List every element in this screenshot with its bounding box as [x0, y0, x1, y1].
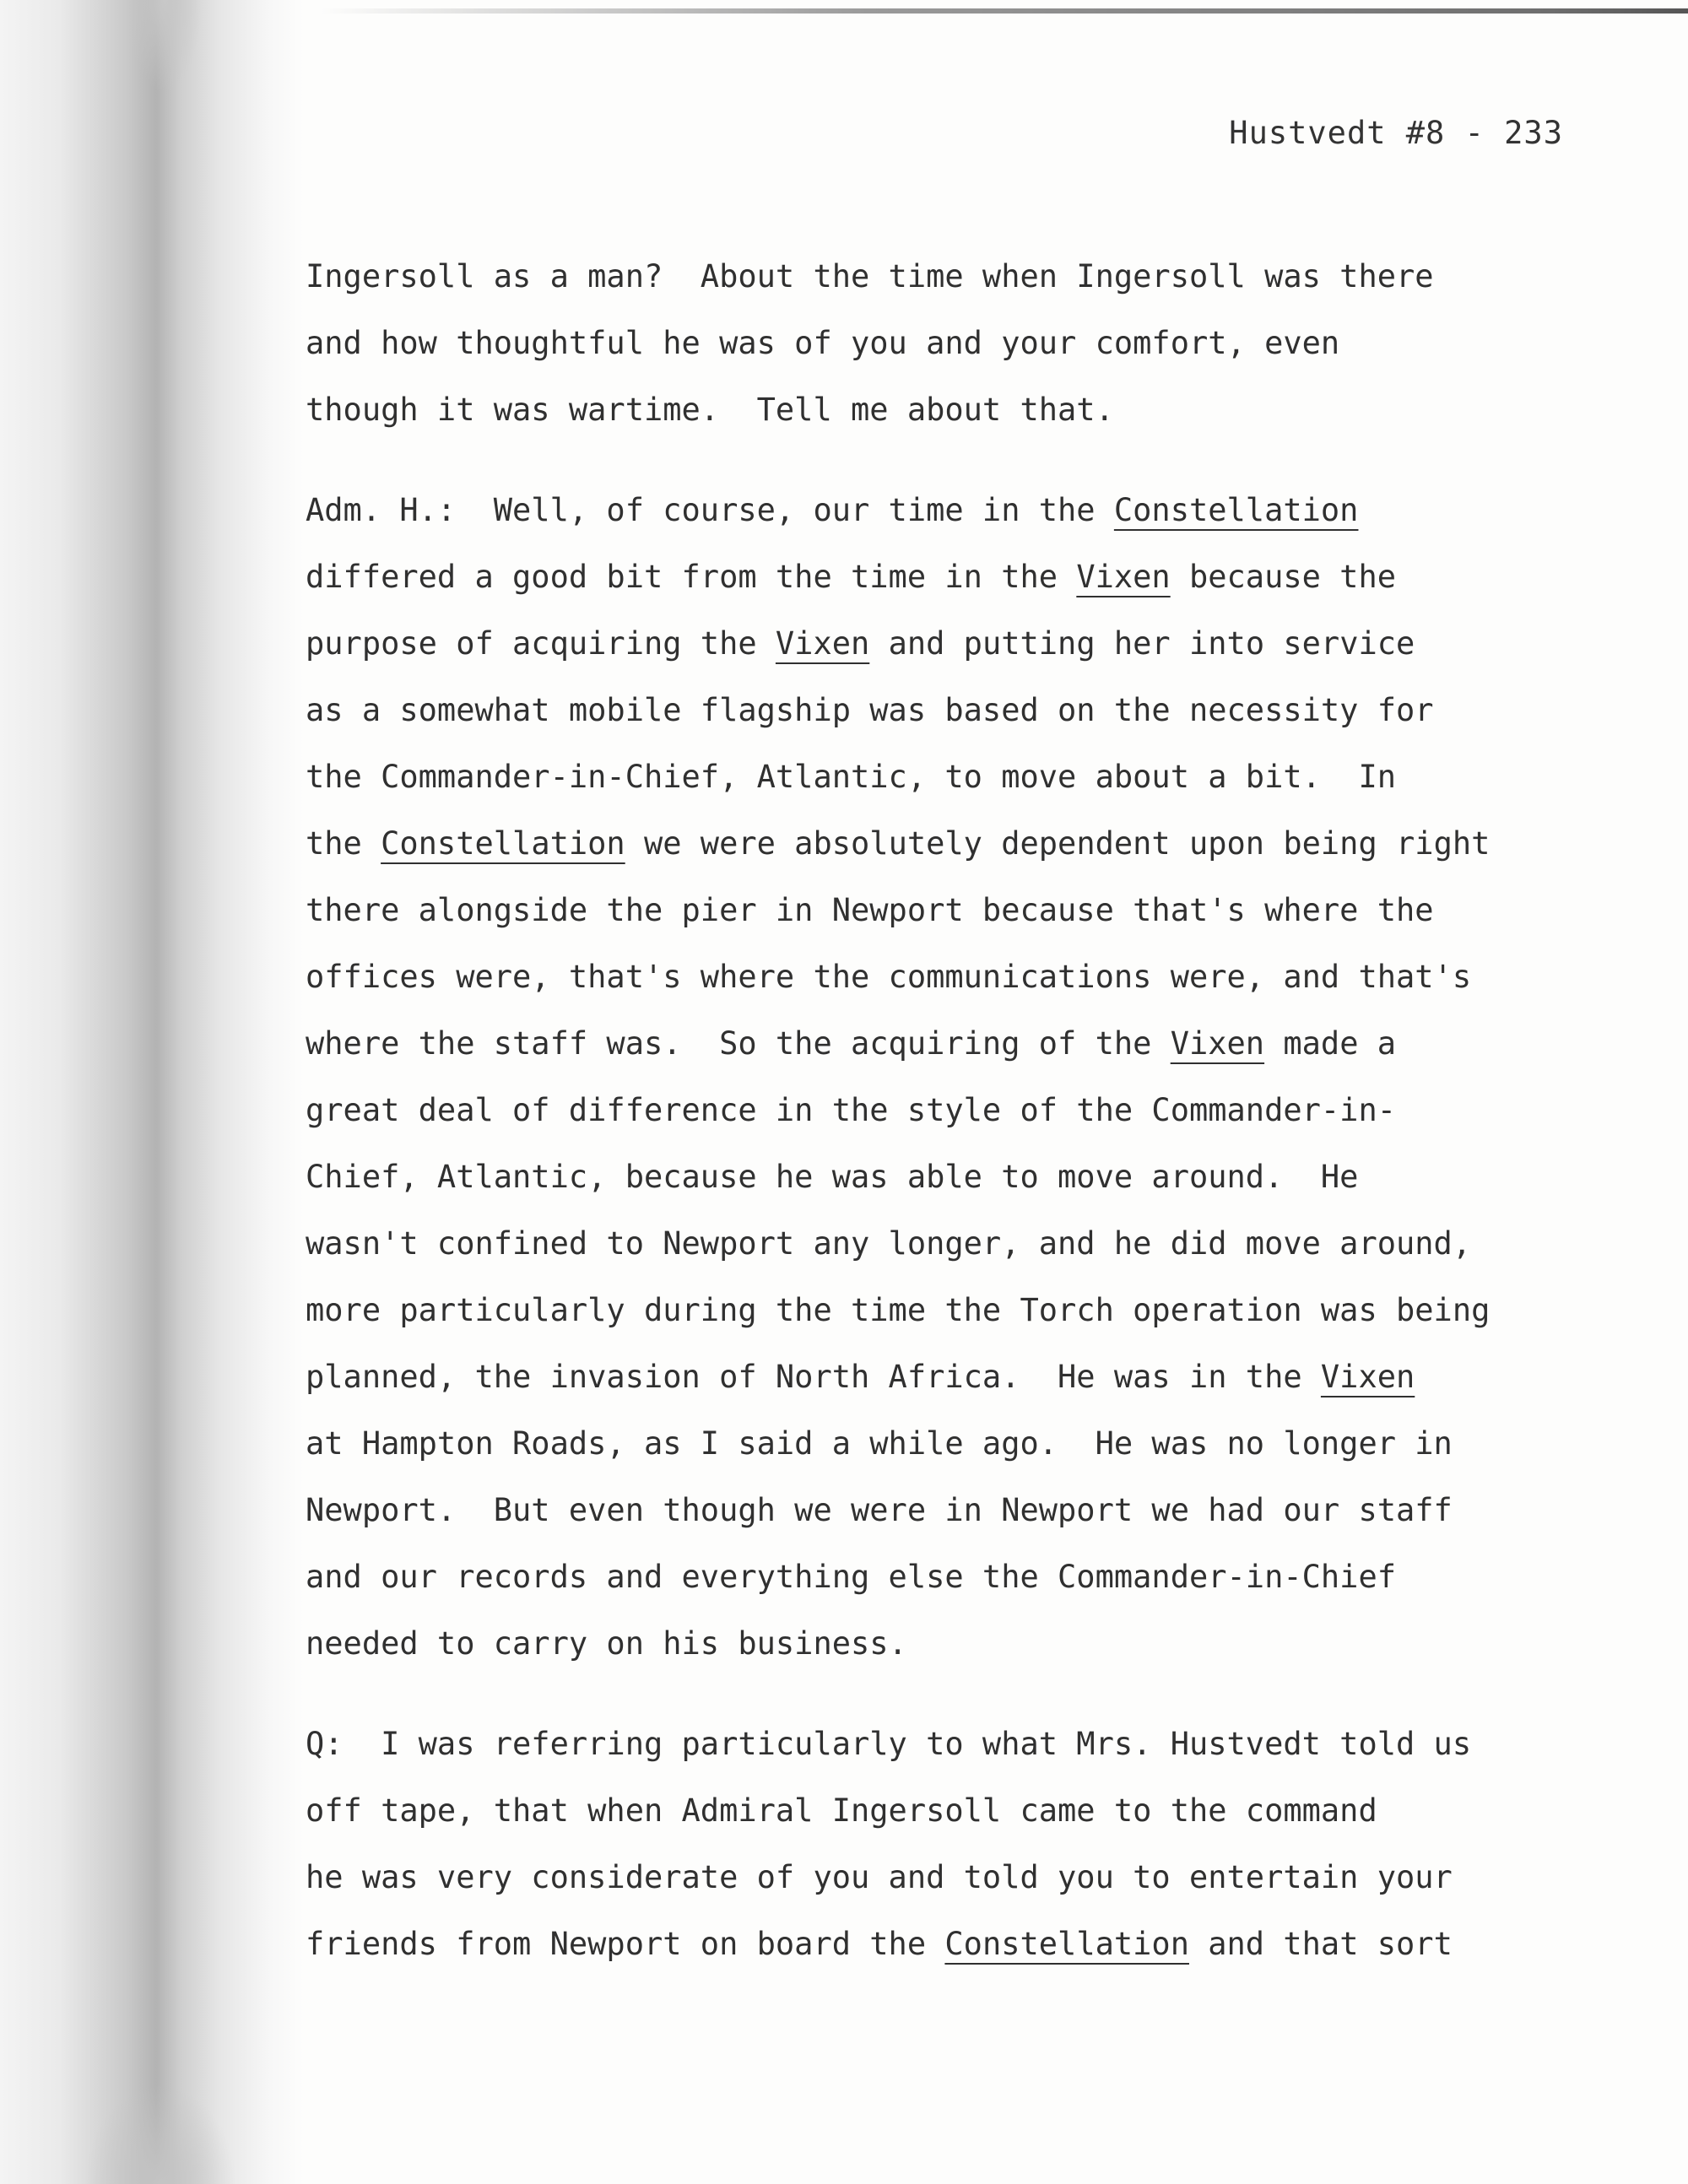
- text-segment: as a somewhat mobile flagship was based on the necessity for: [306, 692, 1434, 728]
- paragraph: [306, 477, 1588, 1677]
- text-line: [306, 943, 1588, 1010]
- text-line: [306, 610, 1588, 677]
- text-segment: off tape, that when Admiral Ingersoll came to the command: [306, 1792, 1377, 1829]
- text-segment: Q: I was referring particularly to what Mrs. Hustvedt told us: [306, 1726, 1472, 1762]
- underlined-ship-name: Vixen: [1320, 1359, 1415, 1395]
- underlined-ship-name: Constellation: [381, 825, 625, 862]
- binding-shadow-top: [127, 0, 203, 93]
- paragraph-gap: [306, 1677, 1588, 1711]
- text-segment: there alongside the pier in Newport because that's where the: [306, 892, 1434, 928]
- text-segment: the Commander-in-Chief, Atlantic, to move about a bit. In: [306, 759, 1397, 795]
- text-segment: and how thoughtful he was of you and your comfort, even: [306, 325, 1340, 361]
- text-segment: offices were, that's where the communications were, and that's: [306, 959, 1472, 995]
- text-line: [306, 310, 1588, 376]
- text-segment: Ingersoll as a man? About the time when Ingersoll was there: [306, 258, 1434, 295]
- text-segment: differed a good bit from the time in the: [306, 559, 1077, 595]
- text-line: [306, 1143, 1588, 1210]
- text-line: [306, 1844, 1588, 1911]
- text-line: [306, 1343, 1588, 1410]
- text-segment: Chief, Atlantic, because he was able to move around. He: [306, 1159, 1359, 1195]
- text-line: [306, 543, 1588, 610]
- text-segment: and our records and everything else the Commander-in-Chief: [306, 1559, 1397, 1595]
- text-segment: and that sort: [1188, 1926, 1453, 1962]
- text-line: [306, 1210, 1588, 1277]
- text-segment: purpose of acquiring the: [306, 625, 776, 662]
- text-line: [306, 877, 1588, 943]
- paragraph: [306, 1711, 1588, 1977]
- text-line: [306, 1543, 1588, 1610]
- underlined-ship-name: Constellation: [1113, 492, 1359, 528]
- transcript-body: [306, 243, 1588, 1977]
- underlined-ship-name: Constellation: [944, 1926, 1189, 1962]
- paragraph-gap: [306, 443, 1588, 477]
- text-segment: he was very considerate of you and told you to entertain your: [306, 1859, 1453, 1895]
- text-line: [306, 243, 1588, 310]
- text-segment: Newport. But even though we were in Newport we had our staff: [306, 1492, 1453, 1528]
- text-segment: at Hampton Roads, as I said a while ago. He was no longer in: [306, 1425, 1453, 1462]
- text-line: [306, 810, 1588, 877]
- text-line: [306, 1610, 1588, 1677]
- text-line: [306, 477, 1588, 543]
- text-segment: and putting her into service: [869, 625, 1415, 662]
- text-segment: wasn't confined to Newport any longer, and he did move around,: [306, 1225, 1472, 1262]
- text-segment: the: [306, 825, 381, 862]
- page-top-edge: [321, 8, 1688, 14]
- text-segment: though it was wartime. Tell me about that.: [306, 392, 1114, 428]
- page-number-header: Hustvedt #8 - 233: [1229, 115, 1563, 151]
- text-line: [306, 1077, 1588, 1143]
- text-line: [306, 1010, 1588, 1077]
- text-line: [306, 1777, 1588, 1844]
- binding-shadow-bottom: [84, 2084, 236, 2184]
- text-line: [306, 743, 1588, 810]
- paragraph: [306, 243, 1588, 443]
- text-segment: we were absolutely dependent upon being right: [625, 825, 1491, 862]
- underlined-ship-name: Vixen: [775, 625, 870, 662]
- text-line: [306, 1911, 1588, 1977]
- text-line: [306, 1410, 1588, 1477]
- text-segment: planned, the invasion of North Africa. He was in the: [306, 1359, 1321, 1395]
- text-segment: where the staff was. So the acquiring of the: [306, 1025, 1171, 1062]
- text-line: [306, 1711, 1588, 1777]
- text-segment: Adm. H.: Well, of course, our time in the: [306, 492, 1114, 528]
- text-segment: more particularly during the time the Torch operation was being: [306, 1292, 1491, 1328]
- text-segment: made a: [1264, 1025, 1397, 1062]
- text-line: [306, 376, 1588, 443]
- underlined-ship-name: Vixen: [1076, 559, 1171, 595]
- text-segment: friends from Newport on board the: [306, 1926, 945, 1962]
- text-segment: great deal of difference in the style of the Commander-in-: [306, 1092, 1397, 1128]
- text-line: [306, 677, 1588, 743]
- text-segment: needed to carry on his business.: [306, 1625, 907, 1662]
- text-segment: because the: [1170, 559, 1397, 595]
- binding-shadow: [0, 0, 304, 2184]
- text-line: [306, 1277, 1588, 1343]
- text-line: [306, 1477, 1588, 1543]
- underlined-ship-name: Vixen: [1170, 1025, 1265, 1062]
